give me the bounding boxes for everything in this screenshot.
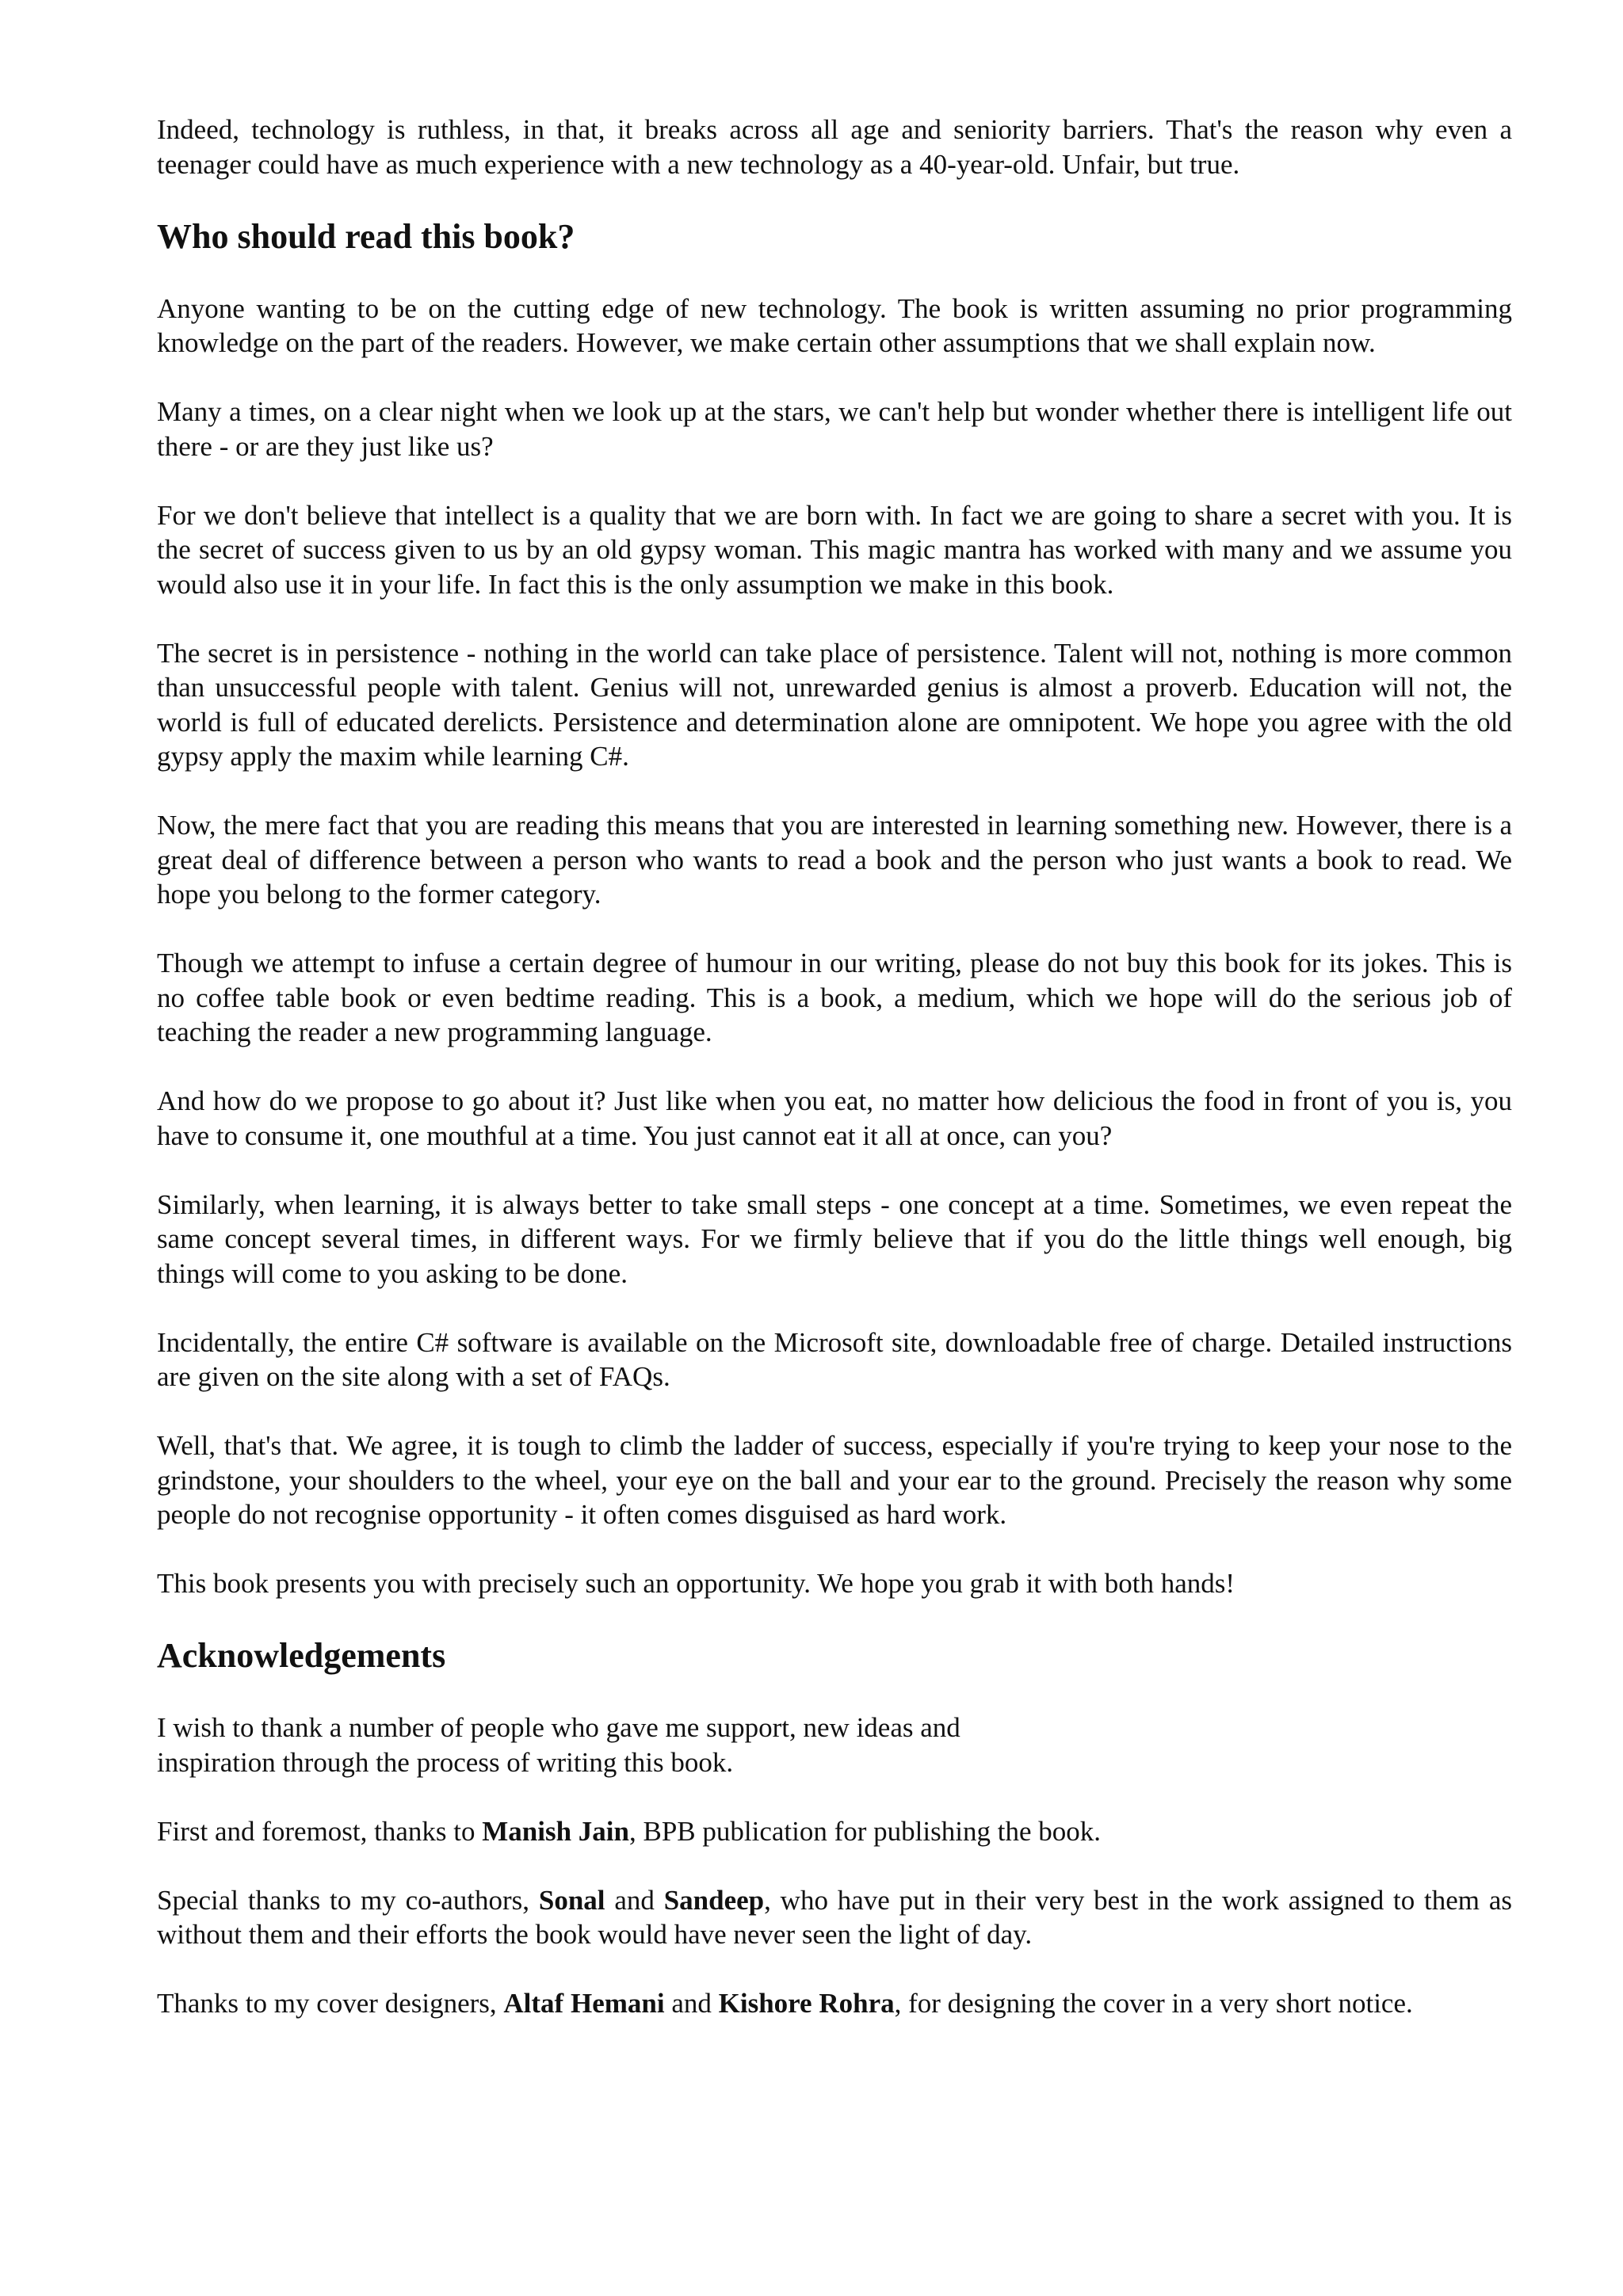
who-paragraph-5: Now, the mere fact that you are reading this means that you are interested in learning something new. However, there is a great deal of difference between a person who wants to read a book and the person who just wants a book to read. We hope you belong to the former category. xyxy=(157,810,1512,910)
ack-p3-text-before: Special thanks to my co-authors, xyxy=(157,1884,539,1916)
ack-name-manish-jain: Manish Jain xyxy=(482,1815,629,1847)
ack-line-1: I wish to thank a number of people who gave me support, new ideas and xyxy=(157,1712,960,1743)
who-paragraph-6: Though we attempt to infuse a certain degree of humour in our writing, please do not buy this book for its jokes. This is no coffee table book or even bedtime reading. This is a book, a medium, which we hope will do the serious job of teaching the reader a new programming language. xyxy=(157,948,1512,1047)
ack-name-altaf-hemani: Altaf Hemani xyxy=(503,1988,665,2019)
who-paragraph-3: For we don't believe that intellect is a quality that we are born with. In fact we are going to share a secret with you. It is the secret of success given to us by an old gypsy woman. This magic mantra has worked with many and we assume you would also use it in your life. In fact this is the only assumption we make in this book. xyxy=(157,499,1512,600)
ack-paragraph-4 xyxy=(157,1986,1512,2021)
acknowledgements-heading: Acknowledgements xyxy=(157,1636,446,1675)
ack-name-kishore-rohra: Kishore Rohra xyxy=(718,1988,895,2019)
ack-p4-text-mid: and xyxy=(664,1988,719,2019)
ack-paragraph-1 xyxy=(157,1711,1512,1779)
ack-name-sonal: Sonal xyxy=(538,1884,605,1916)
who-should-read-heading: Who should read this book? xyxy=(157,216,575,256)
ack-p4-text-after: , for designing the cover in a very short notice. xyxy=(894,1988,1413,2019)
ack-p4-text-before: Thanks to my cover designers, xyxy=(157,1988,504,2019)
document-page xyxy=(157,113,1512,2055)
ack-p2-text-after: , BPB publication for publishing the book. xyxy=(629,1815,1101,1847)
intro-paragraph: Indeed, technology is ruthless, in that, it breaks across all age and seniority barriers. That's the reason why even a teenager could have as much experience with a new technology as a 40-year-old. Unfair, but true. xyxy=(157,114,1512,180)
who-paragraph-9: Incidentally, the entire C# software is available on the Microsoft site, downloadable free of charge. Detailed instructions are given on the site along with a set of FAQs. xyxy=(157,1326,1512,1392)
who-paragraph-8: Similarly, when learning, it is always better to take small steps - one concept at a time. Sometimes, we even repeat the same concept several times, in different ways. For we firmly believe that if you do the little things well enough, big things will come to you asking to be done. xyxy=(157,1188,1512,1289)
who-paragraph-1: Anyone wanting to be on the cutting edge of new technology. The book is written assuming no prior programming knowledge on the part of the readers. However, we make certain other assumptions that we shall explain now. xyxy=(157,292,1512,358)
who-paragraph-10: Well, that's that. We agree, it is tough to climb the ladder of success, especially if you're trying to keep your nose to the grindstone, your shoulders to the wheel, your eye on the ball and your ear to the ground. Precisely the reason why some people do not recognise opportunity - it often comes disguised as hard work. xyxy=(157,1430,1512,1530)
ack-p2-text-before: First and foremost, thanks to xyxy=(157,1815,483,1847)
ack-name-sandeep: Sandeep xyxy=(663,1884,765,1916)
who-paragraph-7: And how do we propose to go about it? Just like when you eat, no matter how delicious the food in front of you is, you have to consume it, one mouthful at a time. You just cannot eat it all at once, can you? xyxy=(157,1085,1512,1151)
ack-paragraph-2 xyxy=(157,1814,1512,1849)
ack-p3-text-mid: and xyxy=(605,1884,664,1916)
who-paragraph-4: The secret is in persistence - nothing in the world can take place of persistence. Talent will not, nothing is more common than unsuccessful people with talent. Genius will not, unrewarded genius is almost a proverb. Education will not, the world is full of educated derelicts. Persistence and determination alone are omnipotent. We hope you agree with the old gypsy apply the maxim while learning C#. xyxy=(157,637,1512,772)
ack-line-2: inspiration through the process of writing this book. xyxy=(157,1746,734,1778)
ack-p3-text-after: , who have put in their very best in the work assigned to them as without them and their efforts the book would have never seen the light of day. xyxy=(157,1884,1512,1950)
who-paragraph-2: Many a times, on a clear night when we look up at the stars, we can't help but wonder whether there is intelligent life out there - or are they just like us? xyxy=(157,396,1512,462)
who-paragraph-11: This book presents you with precisely such an opportunity. We hope you grab it with both hands! xyxy=(157,1568,1235,1599)
ack-paragraph-3 xyxy=(157,1883,1512,1952)
